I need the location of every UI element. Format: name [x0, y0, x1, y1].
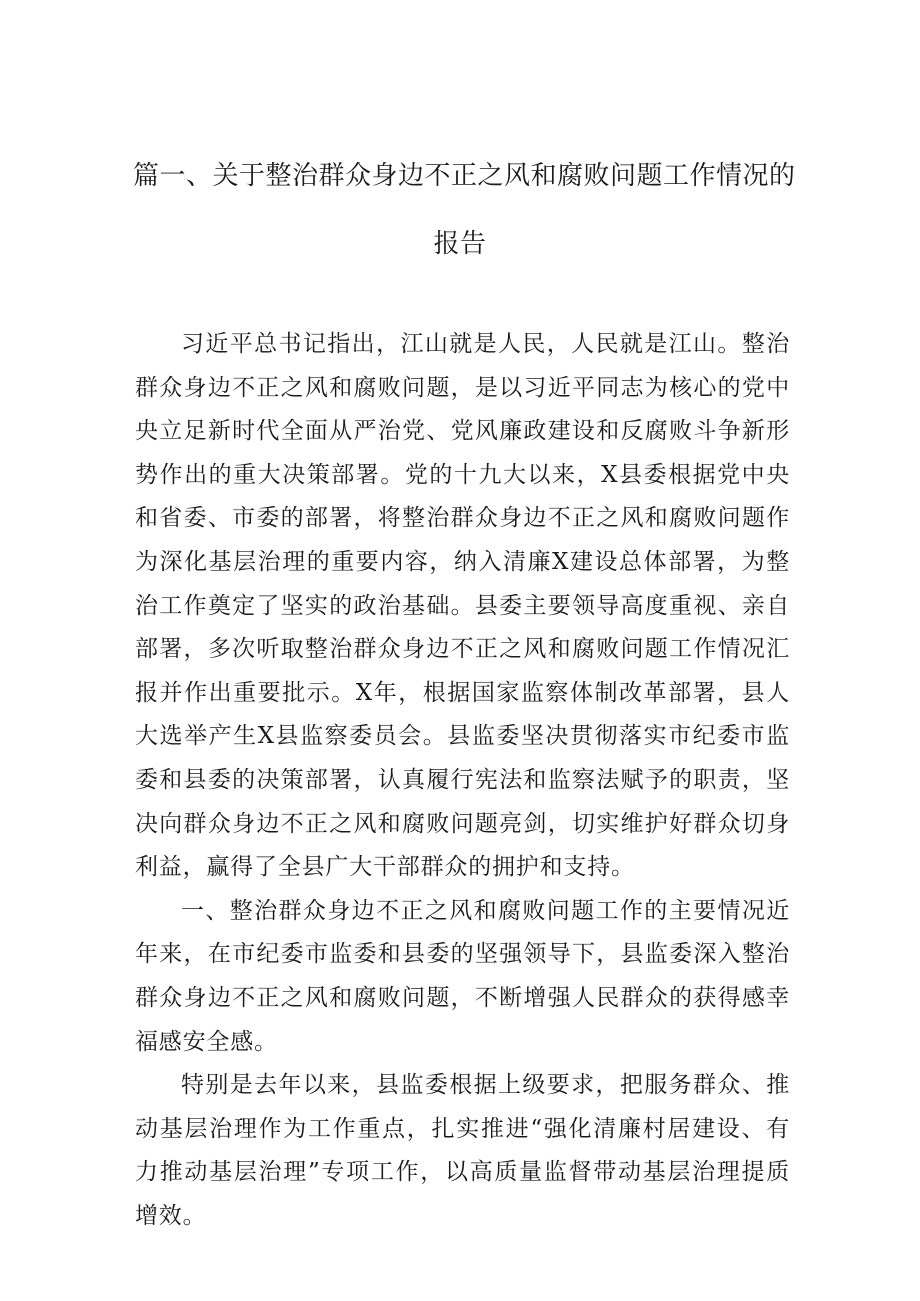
body-paragraph-2: 一、整治群众身边不正之风和腐败问题工作的主要情况近年来，在市纪委市监委和县委的坚强领导下，县监委深入整治群众身边不正之风和腐败问题，不断增强人民群众的获得感幸福感安全感。: [135, 897, 790, 1055]
body-paragraph-1: 习近平总书记指出，江山就是人民，人民就是江山。整治群众身边不正之风和腐败问题，是以习近平同志为核心的党中央立足新时代全面从严治党、党风廉政建设和反腐败斗争新形势作出的重大决策部署。党的十九大以来，X县委根据党中央和省委、市委的部署，将整治群众身边不正之风和腐败问题作为深化基层治理的重要内容，纳入清廉X建设总体部署，为整治工作奠定了坚实的政治基础。县委主要领导高度重视、亲自部署，多次听取整治群众身边不正之风和腐败问题工作情况汇报并作出重要批示。X年，根据国家监察体制改革部署，县人大选举产生X县监察委员会。县监委坚决贯彻落实市纪委市监委和县委的决策部署，认真履行宪法和监察法赋予的职责，坚决向群众身边不正之风和腐败问题亮剑，切实维护好群众切身利益，赢得了全县广大干部群众的拥护和支持。: [135, 331, 790, 881]
document-body: [135, 323, 790, 1238]
document-title-line-2: 报告: [433, 229, 487, 259]
body-paragraph-3: 特别是去年以来，县监委根据上级要求，把服务群众、推动基层治理作为工作重点，扎实推进“强化清廉村居建设、有力推动基层治理”专项工作，以高质量监督带动基层治理提质增效。: [135, 1072, 790, 1229]
document-title-line-1: 篇一、关于整治群众身边不正之风和腐败问题工作情况的: [133, 161, 796, 191]
